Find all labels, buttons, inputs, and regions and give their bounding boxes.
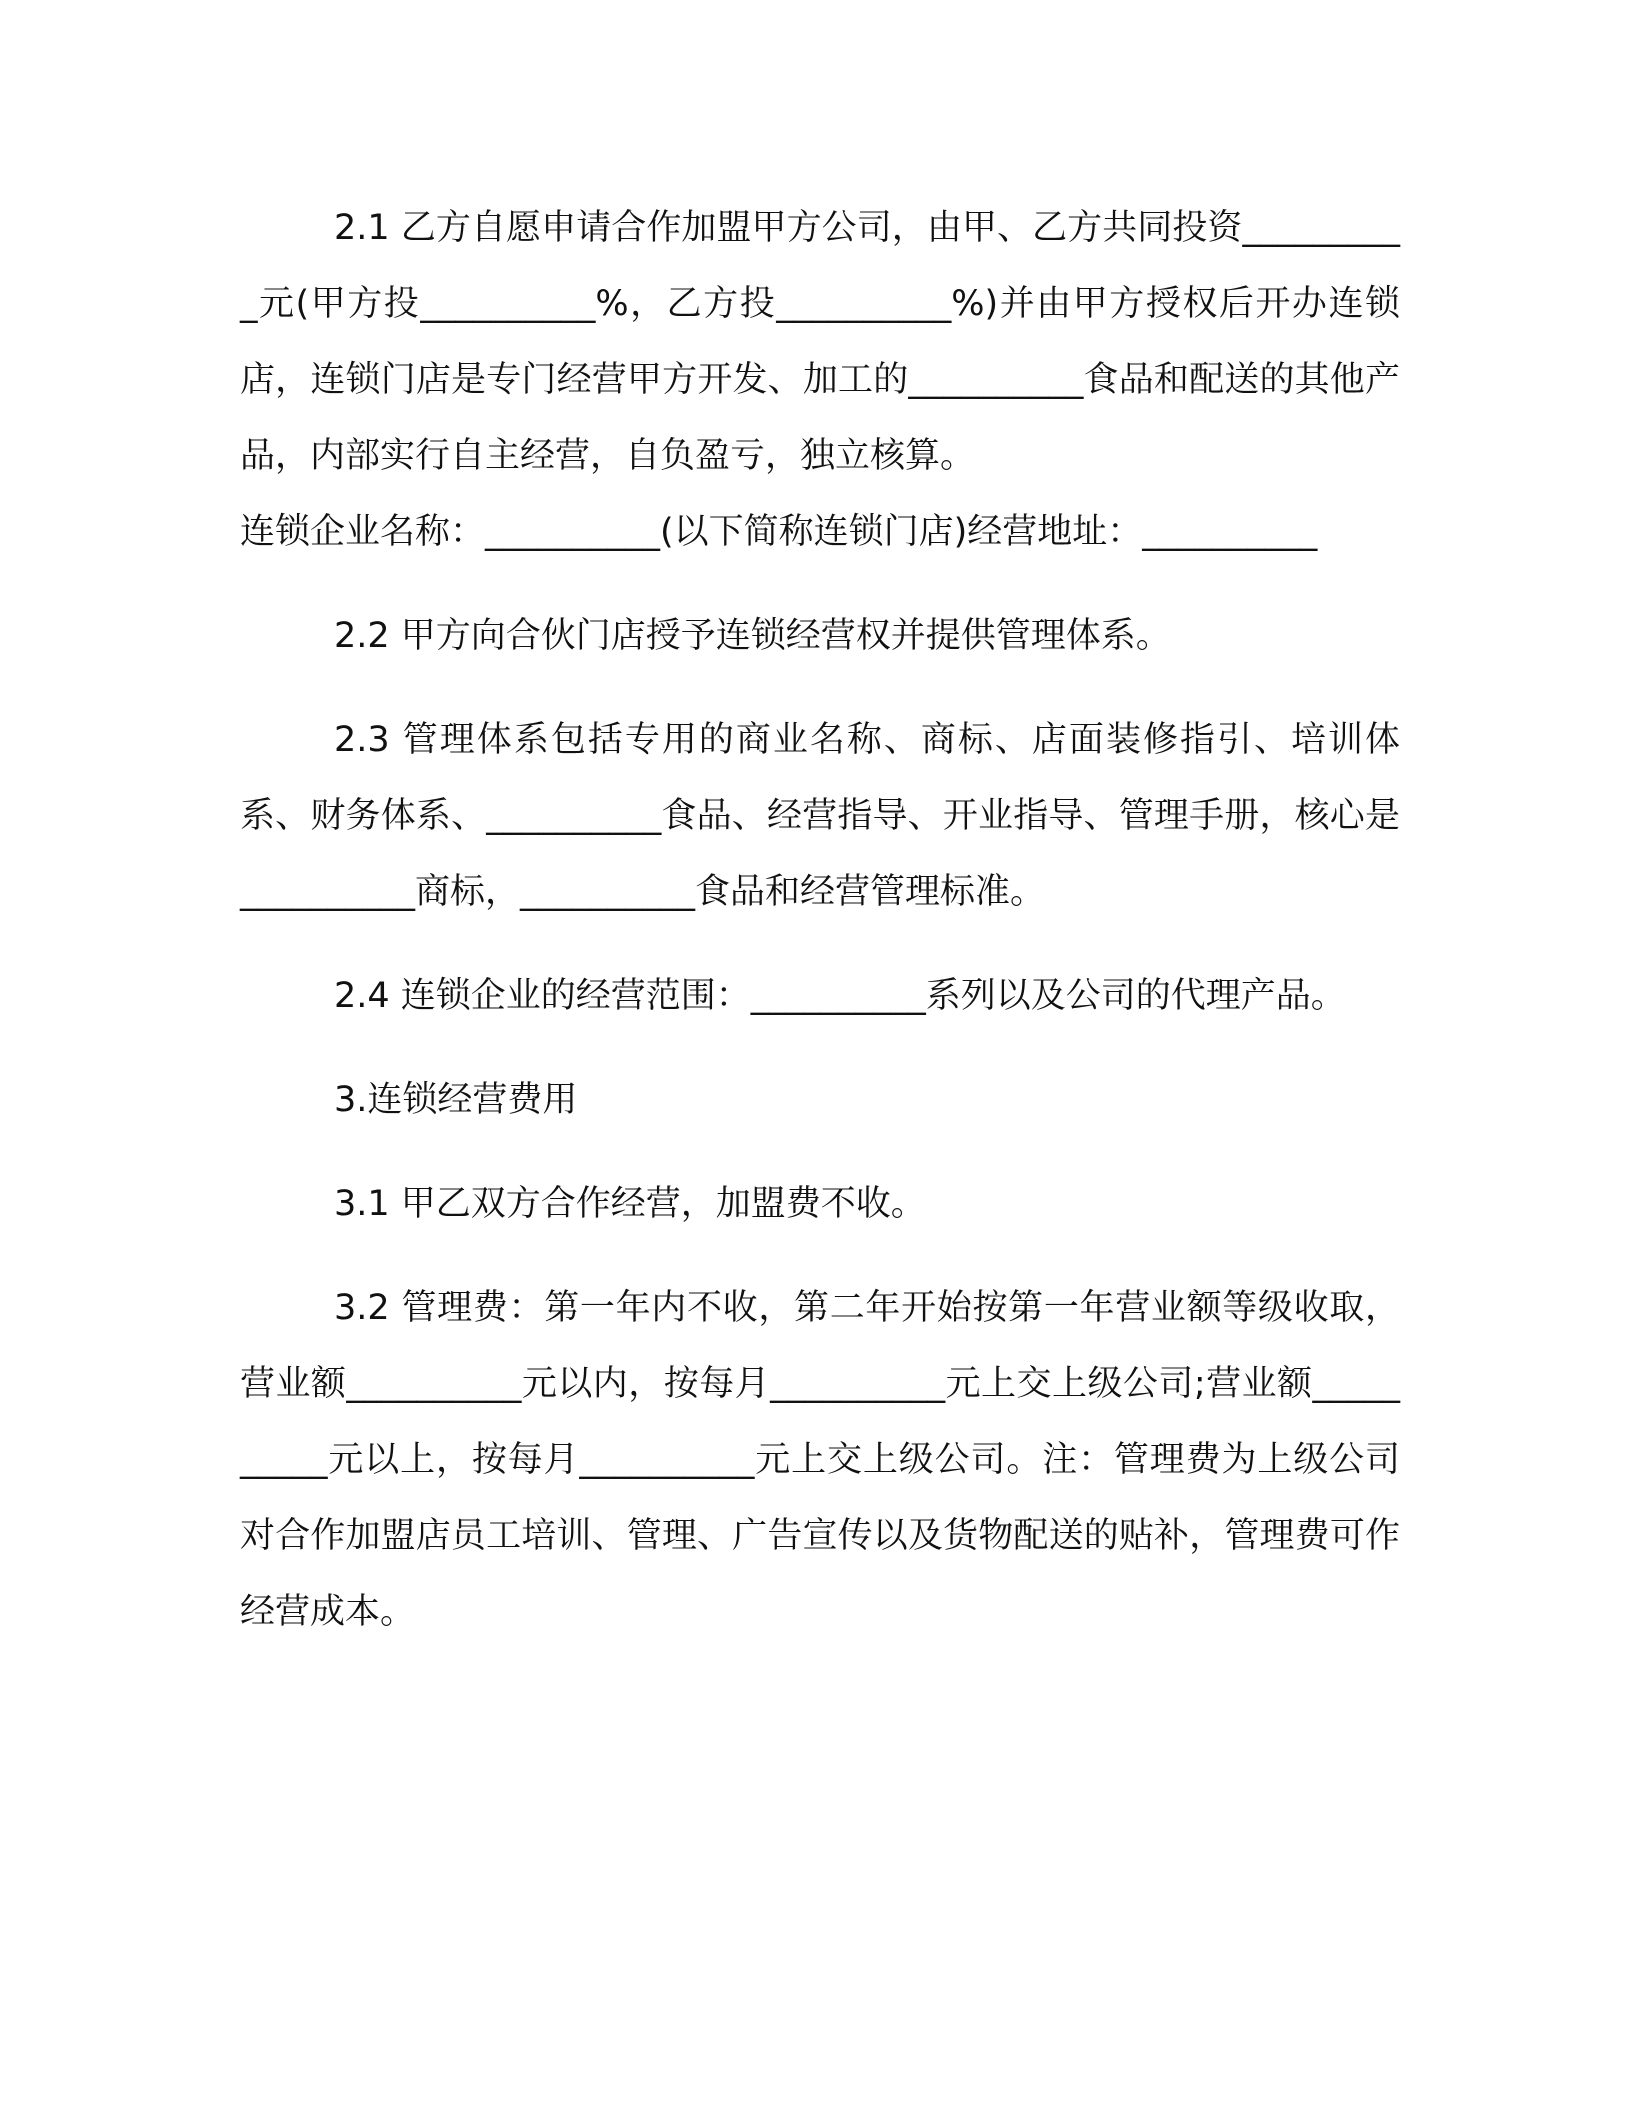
paragraph-2-2: 2.2 甲方向合伙门店授予连锁经营权并提供管理体系。 [334, 616, 1171, 656]
paragraph-2-3: 2.3 管理体系包括专用的商业名称、商标、店面装修指引、培训体系、财务体系、__________食品、经营指导、开业指导、管理手册，核心是__________商标，__________食品和经营管理标准。 [240, 720, 1400, 912]
paragraph-3-2: 3.2 管理费：第一年内不收，第二年开始按第一年营业额等级收取，营业额__________元以内，按每月__________元上交上级公司;营业额__________元以上，按每月__________元上交上级公司。注：管理费为上级公司对合作加盟店员工培训、管理、广告宣传以及货物配送的贴补，管理费可作经营成本。 [240, 1288, 1400, 1632]
paragraph-2-1: 2.1 乙方自愿申请合作加盟甲方公司，由甲、乙方共同投资__________元(甲方投__________%，乙方投__________%)并由甲方授权后开办连锁店，连锁门店是专门经营甲方开发、加工的__________食品和配送的其他产品，内部实行自主经营，自负盈亏，独立核算。 [240, 208, 1400, 476]
section-heading-3: 3.连锁经营费用 [334, 1080, 578, 1120]
paragraph-chain-name: 连锁企业名称：__________(以下简称连锁门店)经营地址：__________ [240, 512, 1318, 552]
document-page [240, 190, 1400, 1678]
paragraph-3-1: 3.1 甲乙双方合作经营，加盟费不收。 [334, 1184, 926, 1224]
paragraph-2-4: 2.4 连锁企业的经营范围：__________系列以及公司的代理产品。 [334, 976, 1346, 1016]
